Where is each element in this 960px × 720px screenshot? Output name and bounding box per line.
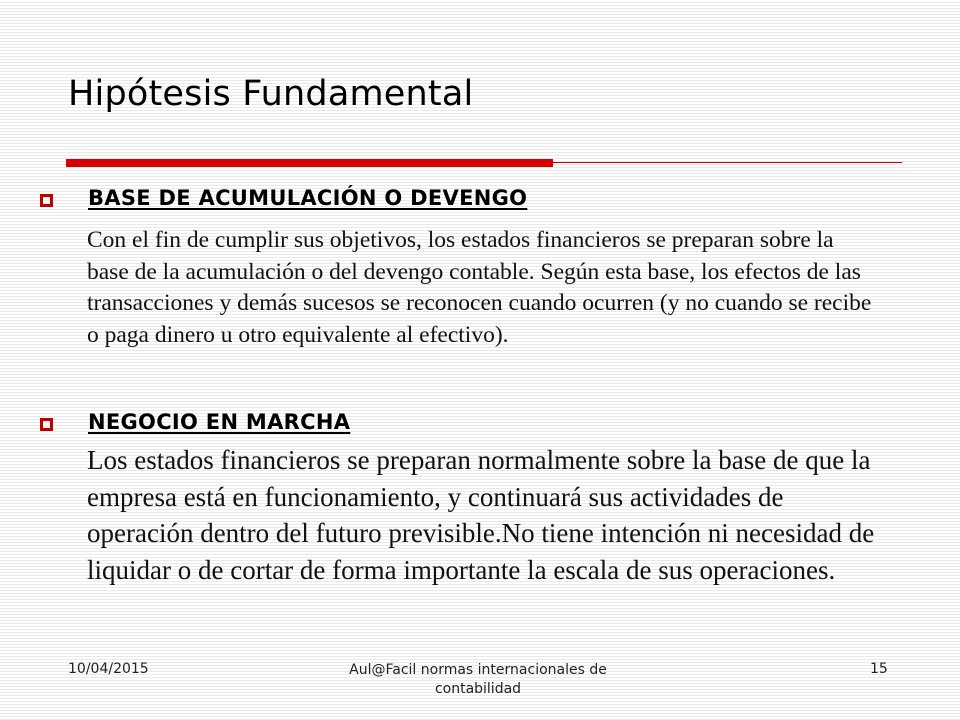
section-heading-negocio-en-marcha: NEGOCIO EN MARCHA bbox=[88, 410, 351, 434]
section-body-negocio-en-marcha: Los estados financieros se preparan normalmente sobre la base de que la empresa está en funcionamiento, y continuará sus actividades de operación dentro del futuro previsible.No tiene intención ni necesidad de liquidar o de cortar de forma importante la escala de sus operaciones. bbox=[87, 445, 875, 585]
footer-page-number: 15 bbox=[870, 661, 888, 677]
slide-title: Hipótesis Fundamental bbox=[68, 74, 474, 114]
footer-date: 10/04/2015 bbox=[68, 661, 149, 677]
hollow-square-bullet-icon bbox=[40, 194, 53, 207]
title-underline-thick bbox=[66, 159, 553, 167]
section-heading-devengo: BASE DE ACUMULACIÓN O DEVENGO bbox=[88, 186, 528, 210]
section-body-devengo: Con el fin de cumplir sus objetivos, los estados financieros se preparan sobre la base de la acumulación o del devengo contable. Según esta base, los efectos de las transacciones y demás sucesos se reconocen cuando ocurren (y no cuando se recibe o paga dinero u otro equivalente al efectivo). bbox=[87, 227, 872, 348]
hollow-square-bullet-icon bbox=[40, 418, 53, 431]
footer-course-title: Aul@Facil normas internacionales de contabilidad bbox=[349, 662, 607, 697]
